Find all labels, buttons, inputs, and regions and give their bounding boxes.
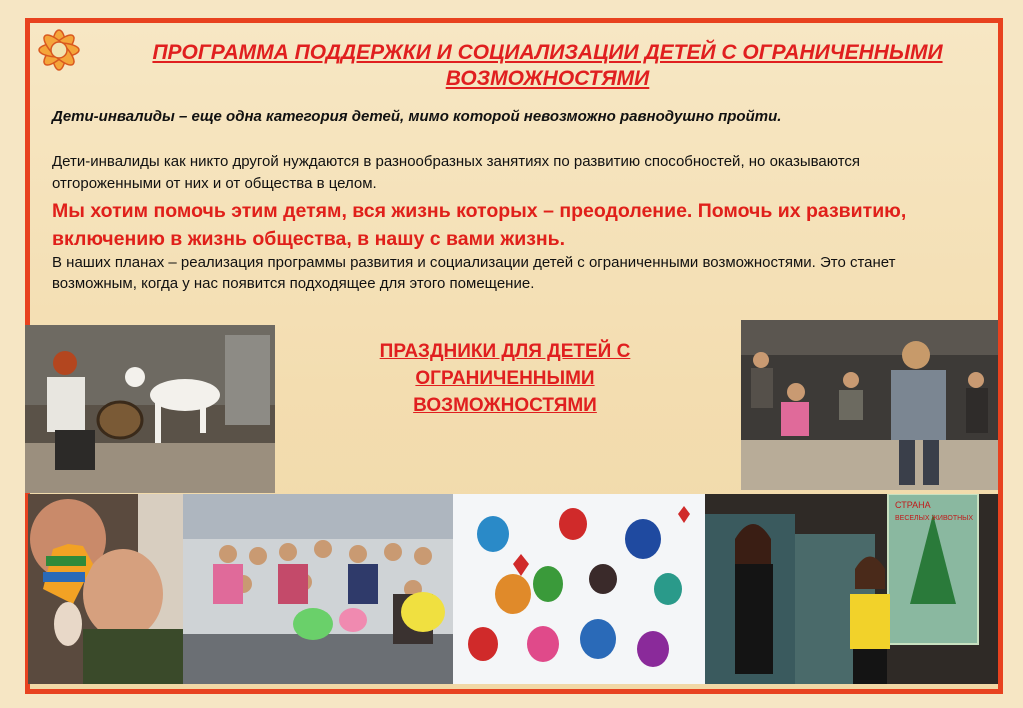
poster-title-line1: СТРАНА <box>895 500 931 510</box>
page-title: ПРОГРАММА ПОДДЕРЖКИ И СОЦИАЛИЗАЦИИ ДЕТЕЙ С ОГРАНИЧЕННЫМИ ВОЗМОЖНОСТЯМИ <box>152 41 943 90</box>
paragraph-needs: Дети-инвалиды как никто другой нуждаются в разнообразных занятиях по развитию способностей, но оказываются отгороженными от них и от общества в целом. <box>52 153 861 192</box>
photo-boy-painted-hand <box>28 494 183 684</box>
paragraph-goal: Мы хотим помочь этим детям, вся жизнь которых – преодоление. Помочь их развитию, включению в жизнь общества, в нашу с вами жизнь. <box>52 200 907 250</box>
photo-presenters <box>705 494 998 684</box>
intro-text: Дети-инвалиды – еще одна категория детей, мимо которой невозможно равнодушно пройти. <box>52 108 782 125</box>
photo-audience-balloons <box>183 494 453 684</box>
flower-icon <box>28 20 90 80</box>
photo-children-game <box>741 320 998 490</box>
photo-handprints <box>453 494 705 684</box>
paragraph-plans: В наших планах – реализация программы развития и социализации детей с ограниченными возможностями. Это станет возможным, когда у нас появится подходящее для этого помещение. <box>52 254 896 292</box>
holiday-heading: ПРАЗДНИКИ ДЛЯ ДЕТЕЙ С ОГРАНИЧЕННЫМИ ВОЗМОЖНОСТЯМИ <box>379 341 631 416</box>
poster-title-line2: ВЕСЕЛЫХ ЖИВОТНЫХ <box>895 515 974 522</box>
photo-goat-performance <box>25 325 275 493</box>
